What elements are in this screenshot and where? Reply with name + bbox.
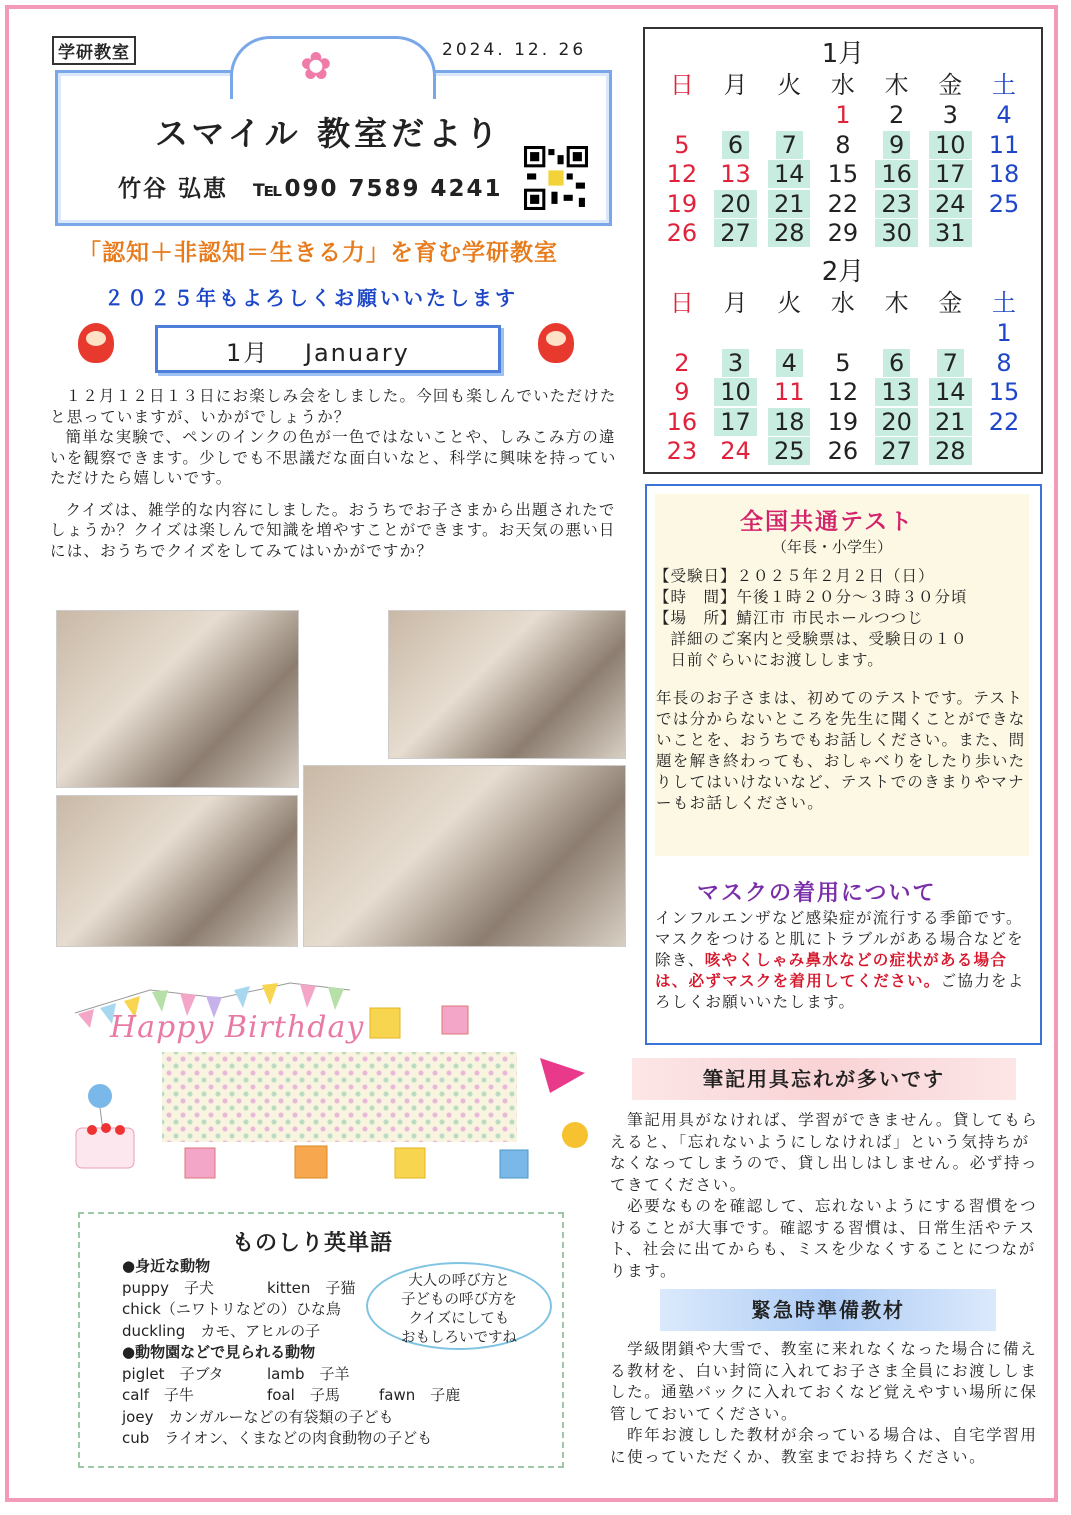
calendar-day <box>709 378 763 406</box>
calendar-day <box>709 349 763 377</box>
calendar-day <box>709 131 763 159</box>
calendar-day <box>816 160 870 188</box>
calendar-day <box>923 190 977 218</box>
calendar-day <box>762 437 816 465</box>
calendar-day <box>870 349 924 377</box>
calendar-day-number: 17 <box>714 408 757 436</box>
calendar-day-number: 16 <box>875 160 918 188</box>
calendar-weekday: 土 <box>991 289 1016 317</box>
word-line: chick（ニワトリなどの）ひな鳥 <box>122 1300 341 1318</box>
calendar-day <box>709 160 763 188</box>
bubble-line: 子どもの呼び方を <box>401 1292 517 1308</box>
calendar-day <box>816 190 870 218</box>
calendar-day-number: 24 <box>929 190 972 218</box>
calendar-day <box>870 378 924 406</box>
test-info-line: 【時 間】午後１時２０分～３時３０分頃 <box>654 588 968 606</box>
event-photo <box>388 610 626 759</box>
test-info <box>654 566 968 671</box>
qr-code-icon <box>524 146 588 210</box>
calendar-day-number: 4 <box>776 349 803 377</box>
calendar-day <box>923 437 977 465</box>
speech-bubble <box>366 1262 552 1350</box>
calendar-day-number: 28 <box>929 437 972 465</box>
calendar-day <box>977 437 1031 465</box>
birthday-heading: Happy Birthday <box>110 1010 365 1045</box>
intro-text <box>50 386 625 572</box>
calendar-day <box>762 319 816 347</box>
calendar-day <box>655 160 709 188</box>
calendar-day <box>977 190 1031 218</box>
calendar-day-number: 1 <box>835 101 851 129</box>
calendar-day-number: 10 <box>929 131 972 159</box>
word-line: cub ライオン、くまなどの肉食動物の子ども <box>122 1429 433 1447</box>
event-photo <box>303 765 626 947</box>
word-pair: calf 子牛 <box>122 1386 194 1404</box>
calendar-week-row <box>655 378 1031 406</box>
new-year-greeting: ２０２５年もよろしくお願いいたします <box>104 286 518 310</box>
word-line: joey カンガルーなどの有袋類の子ども <box>122 1407 394 1426</box>
calendar-day-number: 7 <box>776 131 803 159</box>
calendar-week-row <box>655 349 1031 377</box>
word-pair: foal 子馬 <box>267 1386 340 1404</box>
calendar-weekday: 木 <box>884 289 909 317</box>
mask-body <box>655 908 1030 1013</box>
intro-paragraph: １２月１２日１３日にお楽しみ会をしました。今回も楽しんでいただけたと思っていますが、いかがでしょうか？ <box>50 387 617 426</box>
calendar-day-number: 21 <box>929 408 972 436</box>
calendar-day <box>977 160 1031 188</box>
calendar-day <box>923 160 977 188</box>
mask-emphasis: 咳やくしゃみ鼻水などの症状がある場合は、必ずマスクを着用してください。 <box>655 951 1008 990</box>
calendar-weekday: 月 <box>723 71 748 99</box>
calendar-day-number: 29 <box>827 219 859 247</box>
calendar-day <box>762 219 816 247</box>
calendar-day-number: 30 <box>875 219 918 247</box>
stationery-paragraph: 必要なものを確認して、忘れないようにする習慣をつけることが大事です。確認する習慣は、日常生活やテスト、社会に出てからも、ミスを少なくすることにつながります。 <box>610 1197 1038 1280</box>
intro-paragraph: クイズは、雑学的な内容にしました。おうちでお子さまから出題されたでしょうか？クイズは楽しんで知識を増やすことができます。お天気の悪い日には、おうちでクイズをしてみてはいかがですか？ <box>50 500 616 560</box>
calendar-day <box>870 190 924 218</box>
calendar-day-number: 12 <box>827 378 859 406</box>
calendar-day <box>923 378 977 406</box>
calendar-week-row <box>655 408 1031 436</box>
calendar-week-row <box>655 319 1031 347</box>
calendar-day-number: 14 <box>929 378 972 406</box>
calendar-day-number: 14 <box>768 160 811 188</box>
test-title: 全国共通テスト <box>740 509 915 535</box>
word-group-heading: ●身近な動物 <box>122 1257 211 1275</box>
calendar-day-number: 19 <box>666 189 698 218</box>
word-group-heading: ●動物園などで見られる動物 <box>122 1343 316 1361</box>
calendar-week-row <box>655 101 1031 129</box>
calendar-week-row <box>655 131 1031 159</box>
calendar-day-number: 11 <box>773 378 805 406</box>
calendar-day <box>762 101 816 129</box>
mask-text: インフルエンザなど感染症が流行する季節です。マスクをつけると肌にトラブルがある場合などを除き、 <box>655 909 1024 969</box>
calendar-day <box>709 219 763 247</box>
test-info-line: 詳細のご案内と受験票は、受験日の１０ <box>654 630 968 648</box>
calendar-day-number: 31 <box>929 219 972 247</box>
slogan: 「認知＋非認知＝生きる力」を育む学研教室 <box>78 240 558 266</box>
word-pair: fawn 子鹿 <box>379 1386 461 1404</box>
word-pair: kitten 子猫 <box>267 1278 356 1297</box>
stationery-body <box>610 1110 1040 1282</box>
calendar-day-number: 17 <box>929 160 972 188</box>
calendar-day <box>816 437 870 465</box>
emergency-heading: 緊急時準備教材 <box>660 1289 996 1331</box>
calendar-day <box>655 131 709 159</box>
calendar-day-number: 26 <box>827 437 859 465</box>
calendar-day-number: 27 <box>714 219 757 247</box>
calendar-day-number: 25 <box>768 437 811 465</box>
calendar-day-number: 12 <box>666 160 698 188</box>
word-line <box>122 1385 460 1407</box>
calendar-month-title: 1月 <box>821 39 865 69</box>
calendar-day-number: 6 <box>722 131 749 159</box>
flower-icon: ✿ <box>300 44 332 88</box>
calendar-day <box>923 219 977 247</box>
calendar-day <box>655 349 709 377</box>
gakken-logo: 学研教室 <box>52 36 136 65</box>
calendar-day <box>977 408 1031 436</box>
word-pair: piglet 子ブタ <box>122 1364 224 1383</box>
word-line: duckling カモ、アヒルの子 <box>122 1321 321 1340</box>
calendar-day <box>816 378 870 406</box>
word-line <box>122 1364 460 1386</box>
calendar-day-number: 26 <box>666 219 698 247</box>
emergency-body <box>610 1339 1040 1468</box>
test-info-line: 【場 所】鯖江市 市民ホールつつじ <box>654 609 924 627</box>
event-photo <box>56 795 298 947</box>
calendar-day <box>870 319 924 347</box>
bubble-line: クイズにしても <box>408 1311 510 1327</box>
calendar-day-number: 8 <box>996 348 1012 377</box>
word-pair: lamb 子羊 <box>267 1364 350 1383</box>
calendar-day-number: 22 <box>988 407 1020 436</box>
test-subtitle: （年長・小学生） <box>772 538 893 556</box>
calendar-day <box>762 190 816 218</box>
calendar-day <box>709 101 763 129</box>
calendar-day <box>870 408 924 436</box>
calendar-day-number: 20 <box>714 190 757 218</box>
newsletter-title: スマイル 教室だより <box>155 114 503 153</box>
calendar-day <box>977 131 1031 159</box>
daruma-icon <box>78 323 114 363</box>
teacher-contact: 竹谷 弘恵 ℡090 7589 4241 <box>118 176 503 202</box>
calendar-day <box>870 437 924 465</box>
calendar-day-number: 18 <box>988 160 1020 188</box>
calendar-weekday: 木 <box>884 71 909 99</box>
calendar-day-number: 10 <box>714 378 757 406</box>
calendar-day <box>762 408 816 436</box>
calendar-day-number: 20 <box>875 408 918 436</box>
bubble-line: 大人の呼び方と <box>408 1273 510 1289</box>
emergency-paragraph: 学級閉鎖や大雪で、教室に来れなくなった場合に備える教材を、白い封筒に入れてお子さま全員にお渡ししました。通塾バックに入れておくなど覚えやすい場所に保管しておいてください。 <box>610 1340 1038 1423</box>
calendar-day-number: 18 <box>768 408 811 436</box>
test-info-line: 【受験日】２０２５年２月２日（日） <box>654 567 935 585</box>
calendar-week-row <box>655 437 1031 465</box>
calendar-weekday: 水 <box>830 289 855 317</box>
calendar-day-number: 1 <box>996 319 1012 347</box>
calendar-weekday: 日 <box>669 289 694 317</box>
calendar-day <box>870 219 924 247</box>
calendar-day-number: 4 <box>996 101 1012 129</box>
calendar-day-number: 23 <box>875 190 918 218</box>
daruma-icon <box>538 323 574 363</box>
calendar-day <box>870 131 924 159</box>
calendar-day <box>923 408 977 436</box>
calendar-day <box>762 378 816 406</box>
intro-paragraph: 簡単な実験で、ペンのインクの色が一色ではないことや、しみこみ方の違いを観察できます。少しでも不思議だな面白いなと、科学に興味を持っていただけたら嬉しいです。 <box>50 428 617 487</box>
month-banner-label: 1月 January <box>226 339 410 367</box>
calendar-weekday: 火 <box>777 289 802 317</box>
calendar-week-row <box>655 190 1031 218</box>
calendar-day <box>816 101 870 129</box>
calendar-day-number: 6 <box>883 349 910 377</box>
calendar-day <box>870 160 924 188</box>
mask-text: ご協力をよろしくお願いいたします。 <box>655 972 1025 1011</box>
issue-date: 2024. 12. 26 <box>442 40 587 60</box>
calendar-day-number: 3 <box>722 349 749 377</box>
calendar-day-number: 3 <box>942 101 958 129</box>
calendar-weekday: 火 <box>777 71 802 99</box>
calendar-day <box>816 131 870 159</box>
calendar-day <box>870 101 924 129</box>
calendar-day-number: 7 <box>937 349 964 377</box>
calendar-weekday: 日 <box>669 71 694 99</box>
calendar-day <box>709 408 763 436</box>
calendar-day-number: 11 <box>988 130 1020 159</box>
calendar-day <box>816 319 870 347</box>
calendar-day-number: 2 <box>888 101 905 129</box>
calendar <box>643 27 1043 474</box>
calendar-day <box>655 101 709 129</box>
calendar-day-number: 8 <box>835 130 851 159</box>
birthday-names-area <box>162 1052 517 1142</box>
calendar-week-row <box>655 160 1031 188</box>
calendar-day <box>709 319 763 347</box>
calendar-day-number: 25 <box>988 189 1020 218</box>
calendar-weekday-row <box>655 71 1031 99</box>
test-info-line: 日前ぐらいにお渡しします。 <box>654 651 884 669</box>
calendar-day <box>655 319 709 347</box>
calendar-day <box>977 349 1031 377</box>
calendar-weekday: 金 <box>938 289 963 317</box>
calendar-day <box>655 190 709 218</box>
calendar-day <box>816 408 870 436</box>
calendar-day-number: 21 <box>768 190 811 218</box>
calendar-weekday-row <box>655 289 1031 317</box>
calendar-day <box>977 319 1031 347</box>
calendar-day-number: 27 <box>875 437 918 465</box>
calendar-day-number: 28 <box>768 219 811 247</box>
calendar-day <box>977 101 1031 129</box>
calendar-day-number: 15 <box>827 160 859 188</box>
calendar-day <box>977 219 1031 247</box>
calendar-weekday: 水 <box>830 71 855 99</box>
stationery-heading: 筆記用具忘れが多いです <box>632 1058 1016 1100</box>
calendar-day <box>816 219 870 247</box>
calendar-day <box>816 349 870 377</box>
stationery-paragraph: 筆記用具がなければ、学習ができません。貸してもらえると、「忘れないようにしなければ」という気持ちがなくなってしまうので、貸し出しはしません。必ず持ってきてください。 <box>610 1111 1039 1194</box>
word-pair: puppy 子犬 <box>122 1278 214 1297</box>
calendar-day <box>709 437 763 465</box>
calendar-day-number: 13 <box>875 378 918 406</box>
calendar-day-number: 16 <box>666 407 698 436</box>
calendar-day-number: 15 <box>988 378 1020 406</box>
event-photo <box>56 610 299 788</box>
calendar-day <box>655 378 709 406</box>
calendar-day <box>655 219 709 247</box>
calendar-day-number: 19 <box>827 407 859 436</box>
calendar-day <box>977 378 1031 406</box>
test-body: 年長のお子さまは、初めてのテストです。テストでは分からないところを先生に聞くことができないことを、おうちでもお話しください。また、問題を解き終わっても、おしゃべりをしたり歩いたりしてはいけないなど、テストでのきまりやマナーもお話しください。 <box>656 689 1026 812</box>
calendar-weekday: 土 <box>991 71 1016 99</box>
calendar-day-number: 9 <box>883 131 910 159</box>
calendar-day <box>762 131 816 159</box>
calendar-day <box>923 319 977 347</box>
calendar-day-number: 2 <box>674 348 690 377</box>
calendar-day <box>762 160 816 188</box>
calendar-day-number: 5 <box>674 130 690 159</box>
calendar-day <box>655 437 709 465</box>
calendar-week-row <box>655 219 1031 247</box>
calendar-day <box>923 131 977 159</box>
calendar-day <box>762 349 816 377</box>
bubble-line: おもしろいですね <box>401 1330 517 1346</box>
calendar-day-number: 13 <box>720 160 751 188</box>
calendar-day <box>923 101 977 129</box>
calendar-weekday: 月 <box>723 289 748 317</box>
calendar-day <box>709 190 763 218</box>
calendar-day <box>655 408 709 436</box>
mask-title: マスクの着用について <box>697 881 937 906</box>
calendar-day-number: 22 <box>827 189 859 218</box>
calendar-month-title: 2月 <box>821 257 865 287</box>
calendar-weekday: 金 <box>938 71 963 99</box>
calendar-day-number: 5 <box>835 348 851 377</box>
english-words-title: ものしり英単語 <box>232 1231 394 1256</box>
emergency-paragraph: 昨年お渡しした教材が余っている場合は、自宅学習用に使っていただくか、教室までお持ちください。 <box>610 1426 1038 1466</box>
calendar-day-number: 24 <box>720 437 751 465</box>
header-arch <box>230 36 436 99</box>
calendar-day-number: 9 <box>674 378 690 406</box>
calendar-day <box>923 349 977 377</box>
calendar-day-number: 23 <box>666 437 698 465</box>
